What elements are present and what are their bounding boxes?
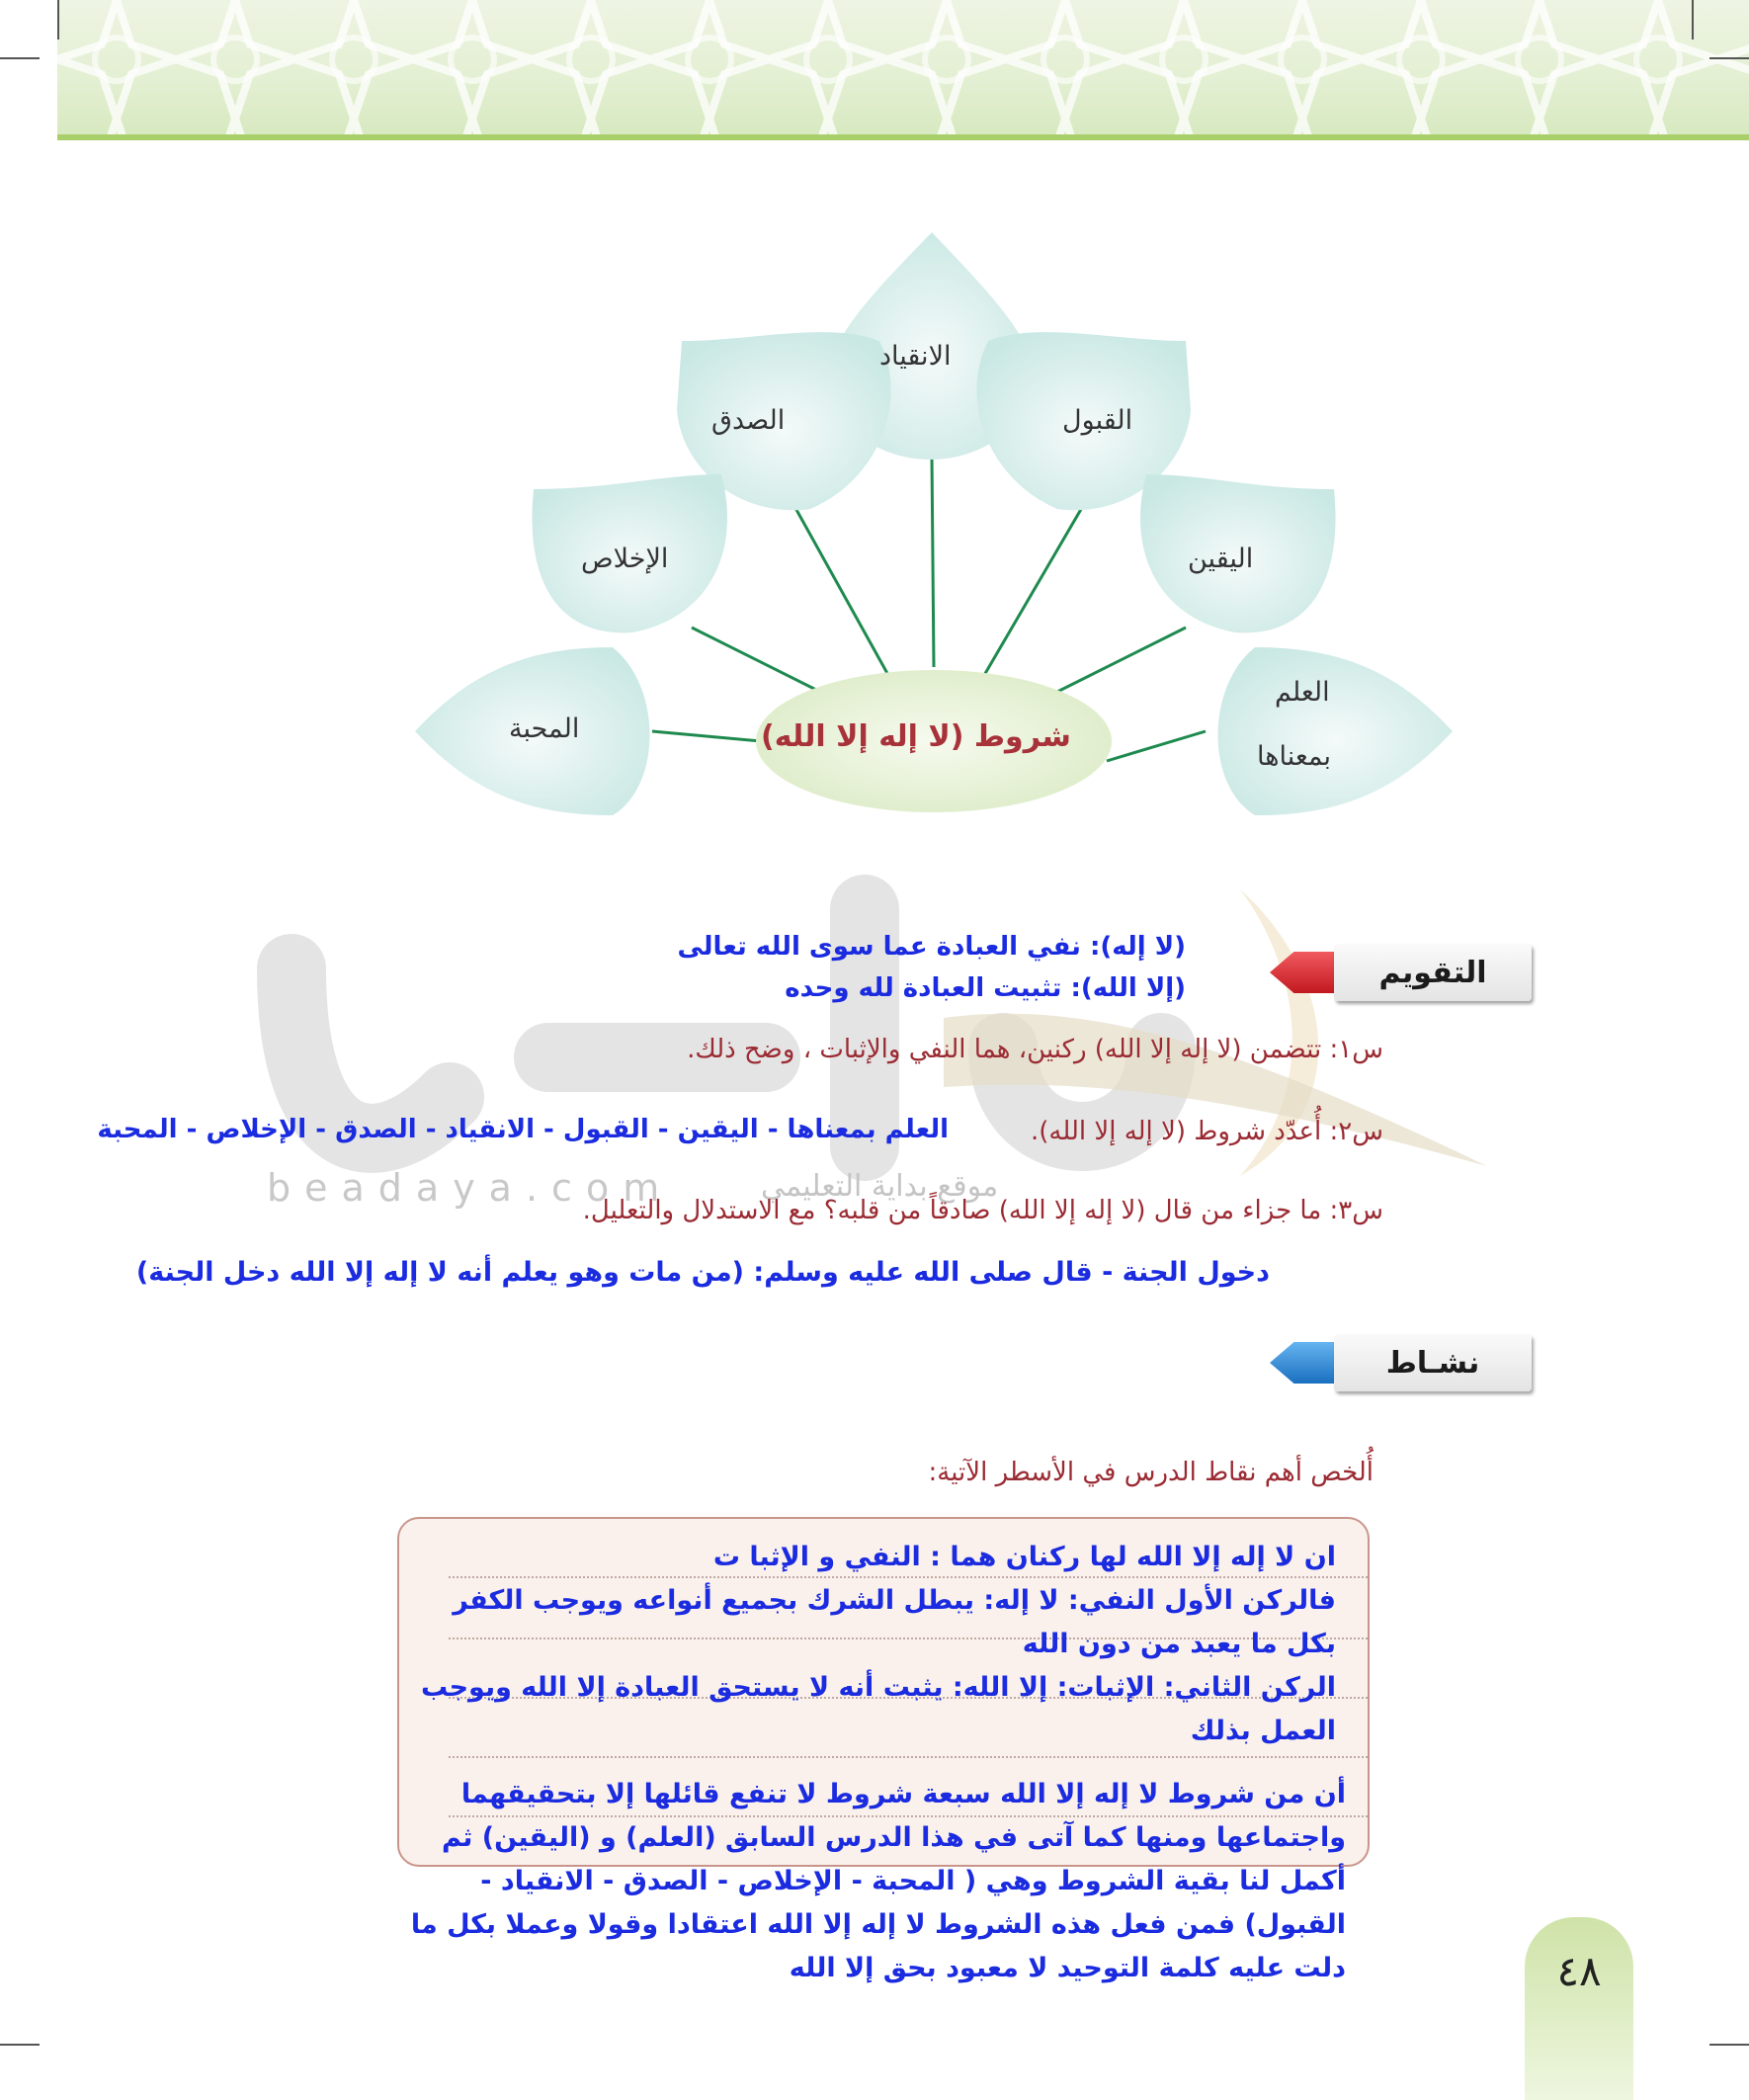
- note-line-1: (لا إله): نفي العبادة عما سوى الله تعالى: [677, 932, 1186, 962]
- activity-prompt: أُلخص أهم نقاط الدرس في الأسطر الآتية:: [928, 1458, 1374, 1487]
- evaluation-tab-label: التقويم: [1334, 944, 1532, 1001]
- activity-tab-label: نشـاط: [1334, 1334, 1532, 1391]
- crop-mark: [1692, 0, 1694, 40]
- petal-label-inqiyad: الانقياد: [879, 341, 952, 372]
- writing-line: [449, 1576, 1368, 1578]
- writing-line: [449, 1815, 1368, 1817]
- watermark-arabic: موقع بداية التعليمي: [761, 1169, 999, 1204]
- summary-line-9: القبول) فمن فعل هذه الشروط لا إله إلا الله اعتقادا وقولا وعملا بكل ما: [410, 1909, 1346, 1940]
- petal-label-sidq: الصدق: [711, 405, 786, 436]
- activity-tab: [1270, 1334, 1532, 1391]
- header-decoration: [57, 0, 1749, 136]
- crop-mark: [1709, 57, 1749, 59]
- petal-ilm: [1218, 647, 1454, 815]
- tab-arrow-icon: [1270, 952, 1339, 993]
- watermark-text: beadaya.com: [267, 1166, 674, 1210]
- petal-label-ikhlas: الإخلاص: [581, 544, 669, 574]
- petal-label-qabul: القبول: [1062, 405, 1133, 436]
- petal-label-yaqin: اليقين: [1188, 544, 1254, 574]
- tab-arrow-icon: [1270, 1342, 1339, 1384]
- question-3-answer: دخول الجنة - قال صلى الله عليه وسلم: (من مات وهو يعلم أنه لا إله إلا الله دخل الجنة): [135, 1257, 1270, 1288]
- summary-line-7: واجتماعها ومنها كما آتى في هذا الدرس السابق (العلم) و (اليقين) ثم: [442, 1822, 1346, 1853]
- crop-mark: [0, 2044, 40, 2046]
- note-line-2: (إلا الله): تثبيت العبادة لله وحده: [785, 973, 1186, 1003]
- crop-mark: [57, 0, 59, 40]
- evaluation-tab: [1270, 944, 1532, 1001]
- header-pattern: [57, 0, 1749, 136]
- summary-line-5: العمل بذلك: [1190, 1716, 1336, 1746]
- summary-line-8: أكمل لنا بقية الشروط وهي ( المحبة - الإخلاص - الصدق - الانقياد -: [480, 1866, 1346, 1896]
- writing-line: [449, 1756, 1368, 1758]
- header-rule: [57, 134, 1749, 140]
- summary-line-3: بكل ما يعبد من دون الله: [1022, 1629, 1336, 1659]
- summary-line-2: فالركن الأول النفي: لا إله: يبطل الشرك بجميع أنواعه ويوجب الكفر: [453, 1585, 1336, 1616]
- crop-mark: [1709, 2044, 1749, 2046]
- question-2-answer: العلم بمعناها - اليقين - القبول - الانقياد - الصدق - الإخلاص - المحبة: [97, 1115, 949, 1144]
- summary-line-4: الركن الثاني: الإثبات: إلا الله: يثبت أنه لا يستحق العبادة إلا الله ويوجب: [420, 1672, 1336, 1703]
- summary-line-10: دلت عليه كلمة التوحيد لا معبود بحق إلا الله: [789, 1953, 1346, 1983]
- conditions-diagram: [415, 232, 1453, 825]
- question-1: س١: تتضمن (لا إله إلا الله) ركنين، هما النفي والإثبات ، وضح ذلك.: [687, 1035, 1383, 1064]
- question-3: س٣: ما جزاء من قال (لا إله إلا الله) صادقاً من قلبه؟ مع الاستدلال والتعليل.: [582, 1196, 1383, 1225]
- petal-label-mahabba: المحبة: [509, 714, 580, 744]
- summary-line-1: ان لا إله إلا الله لها ركنان هما : النفي و الإثبا ت: [712, 1542, 1336, 1572]
- summary-line-6: أن من شروط لا إله إلا الله سبعة شروط لا تنفع قائلها إلا بتحقيقهما: [460, 1779, 1346, 1809]
- petal-label-bimaanaha: بمعناها: [1257, 741, 1331, 772]
- crop-mark: [0, 57, 40, 59]
- question-2: س٢: أُعدّد شروط (لا إله إلا الله).: [1031, 1117, 1383, 1146]
- page-number: ٤٨: [1556, 1947, 1602, 1995]
- page-number-tab: [1525, 1917, 1633, 2100]
- diagram-center-label: شروط (لا إله إلا الله): [761, 719, 1071, 754]
- petal-label-ilm: العلم: [1275, 677, 1330, 708]
